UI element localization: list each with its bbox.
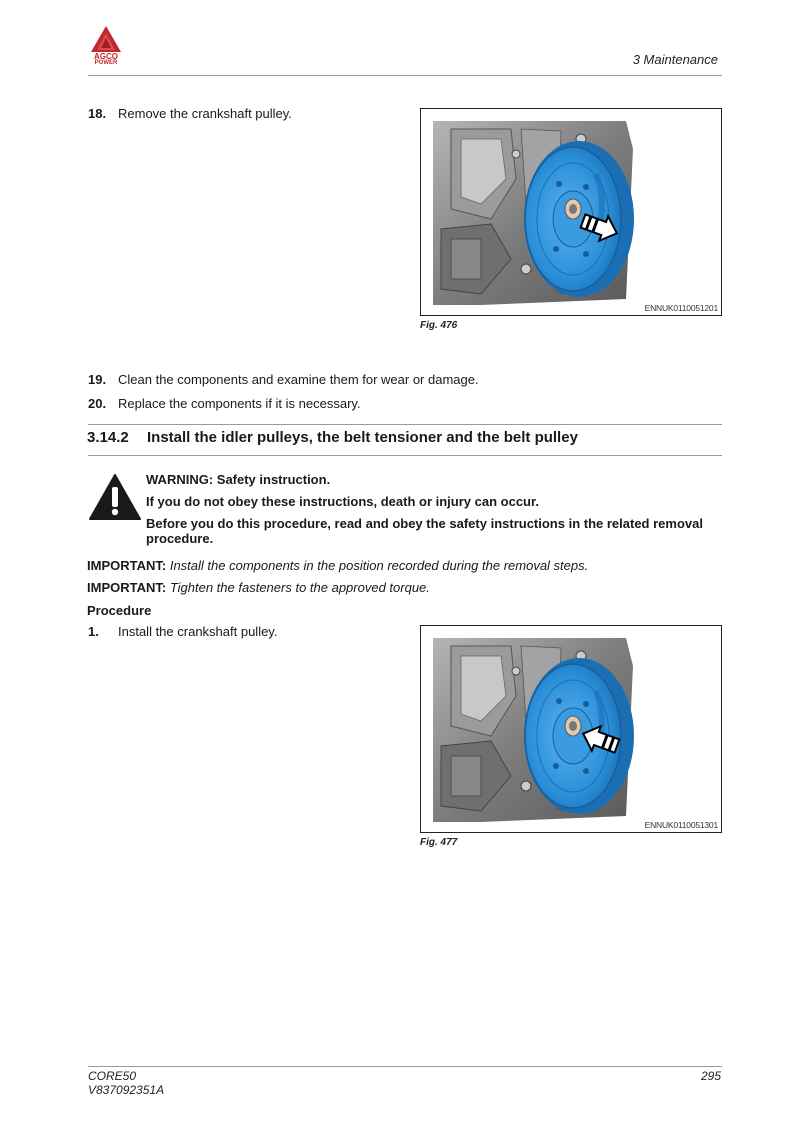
engine-pulley-illustration <box>421 109 721 315</box>
agco-power-logo <box>88 24 124 66</box>
important-text: Tighten the fasteners to the approved torque. <box>169 580 430 595</box>
step-text: Clean the components and examine them for wear or damage. <box>118 372 479 387</box>
step-20 <box>88 396 361 411</box>
agco-logo-icon <box>88 24 124 54</box>
section-rule-top <box>88 424 722 425</box>
page-number: 295 <box>700 1069 721 1083</box>
figure-caption: Fig. 477 <box>420 837 458 848</box>
figure-code: ENNUK0110051301 <box>644 820 718 830</box>
warning-line-2: Before you do this procedure, read and obey the safety instructions in the related removal procedure. <box>146 516 703 546</box>
procedure-label: Procedure <box>87 603 152 618</box>
section-header: 3 Maintenance <box>632 52 718 67</box>
footer-part-number: V837092351A <box>88 1083 165 1097</box>
section-number: 3.14.2 <box>87 429 129 446</box>
step-18 <box>88 106 292 121</box>
step-number: 20. <box>88 396 107 411</box>
important-label: IMPORTANT: <box>87 580 167 595</box>
header-rule <box>88 75 722 76</box>
figure-477 <box>420 625 722 833</box>
section-heading <box>87 429 578 446</box>
step-1 <box>88 624 277 639</box>
important-text: Install the components in the position recorded during the removal steps. <box>169 558 589 573</box>
figure-476 <box>420 108 722 316</box>
step-number: 19. <box>88 372 107 387</box>
logo-line-1: AGCO <box>94 52 118 61</box>
footer-doc: CORE50 <box>88 1069 137 1083</box>
step-text: Remove the crankshaft pulley. <box>118 106 292 121</box>
section-title: Install the idler pulleys, the belt tensioner and the belt pulley <box>147 429 578 446</box>
warning-title: WARNING: Safety instruction. <box>146 472 331 487</box>
step-19 <box>88 372 479 387</box>
step-number: 1. <box>88 624 99 639</box>
engine-pulley-illustration <box>421 626 721 832</box>
figure-caption: Fig. 476 <box>420 320 458 331</box>
important-label: IMPORTANT: <box>87 558 167 573</box>
warning-line-1: If you do not obey these instructions, death or injury can occur. <box>146 494 539 509</box>
step-number: 18. <box>88 106 107 121</box>
important-note-2 <box>87 580 430 595</box>
warning-triangle-icon <box>88 473 142 521</box>
logo-line-2: POWER <box>94 60 118 66</box>
step-text: Replace the components if it is necessary. <box>118 396 361 411</box>
important-note-1 <box>87 558 588 573</box>
figure-code: ENNUK0110051201 <box>644 303 718 313</box>
section-rule-bottom <box>88 455 722 456</box>
step-text: Install the crankshaft pulley. <box>118 624 278 639</box>
footer-rule <box>88 1066 722 1067</box>
